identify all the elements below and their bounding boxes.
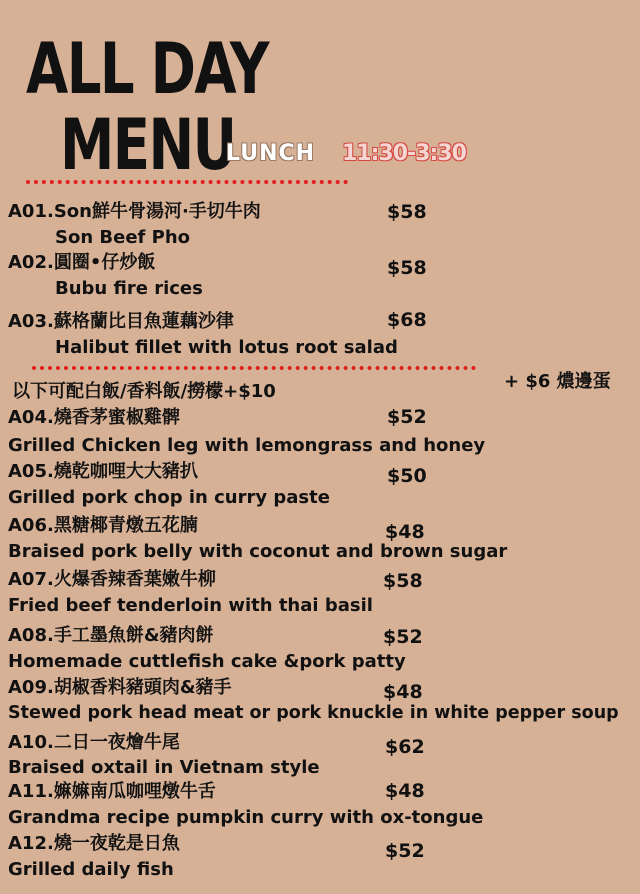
item-a04-name: A04.燒香茅蜜椒雞髀 (8, 407, 180, 428)
item-a12-price: $52 (385, 840, 425, 862)
lunch-hours: 11:30-3:30 (342, 141, 466, 166)
item-a06-english: Braised pork belly with coconut and brown sugar (8, 541, 508, 562)
item-a04-price: $52 (387, 406, 427, 428)
item-a10-english: Braised oxtail in Vietnam style (8, 757, 320, 778)
item-a08-name: A08.手工墨魚餅&豬肉餅 (8, 625, 214, 646)
side-options-note: 以下可配白飯/香料飯/撈檬+$10 (12, 381, 276, 402)
item-a08-price: $52 (383, 626, 423, 648)
item-a07-price: $58 (383, 570, 423, 592)
item-a10-name: A10.二日一夜燴牛尾 (8, 732, 180, 753)
item-a05-english: Grilled pork chop in curry paste (8, 487, 330, 508)
item-a05-name: A05.燒乾咖哩大大豬扒 (8, 461, 198, 482)
item-a09-english: Stewed pork head meat or pork knuckle in white pepper soup (8, 703, 619, 723)
item-a06-price: $48 (385, 521, 425, 543)
item-a05-price: $50 (387, 465, 427, 487)
item-a03-price: $68 (387, 309, 427, 331)
item-a04-english: Grilled Chicken leg with lemongrass and honey (8, 435, 486, 456)
egg-addon: + $6 燶邊蛋 (504, 371, 611, 392)
item-a07-name: A07.火爆香辣香葉嫩牛柳 (8, 569, 216, 590)
item-a10-price: $62 (385, 736, 425, 758)
item-a01-name: A01.Son鮮牛骨湯河·手切牛肉 (8, 201, 261, 222)
item-a02-english: Bubu fire rices (55, 278, 203, 299)
item-a08-english: Homemade cuttlefish cake &pork patty (8, 651, 406, 672)
item-a12-english: Grilled daily fish (8, 859, 174, 880)
divider-dotted (26, 180, 348, 184)
item-a03-english: Halibut fillet with lotus root salad (55, 337, 398, 358)
lunch-label: LUNCH (226, 141, 316, 166)
item-a01-english: Son Beef Pho (55, 227, 191, 248)
menu-title-line2: MENU (60, 104, 236, 186)
item-a03-name: A03.蘇格蘭比目魚蓮藕沙律 (8, 311, 234, 332)
item-a12-name: A12.燒一夜乾是日魚 (8, 833, 180, 854)
item-a01-price: $58 (387, 201, 427, 223)
divider-dotted (32, 366, 476, 370)
item-a11-price: $48 (385, 780, 425, 802)
item-a11-name: A11.嫲嫲南瓜咖哩燉牛舌 (8, 781, 216, 802)
item-a11-english: Grandma recipe pumpkin curry with ox-tongue (8, 807, 484, 828)
item-a09-name: A09.胡椒香料豬頭肉&豬手 (8, 677, 232, 698)
menu-title-line1: ALL DAY (26, 28, 268, 110)
item-a02-name: A02.圓圈•仔炒飯 (8, 252, 156, 273)
item-a09-price: $48 (383, 681, 423, 703)
item-a02-price: $58 (387, 257, 427, 279)
item-a07-english: Fried beef tenderloin with thai basil (8, 595, 373, 616)
item-a06-name: A06.黑糖椰青燉五花腩 (8, 515, 198, 536)
